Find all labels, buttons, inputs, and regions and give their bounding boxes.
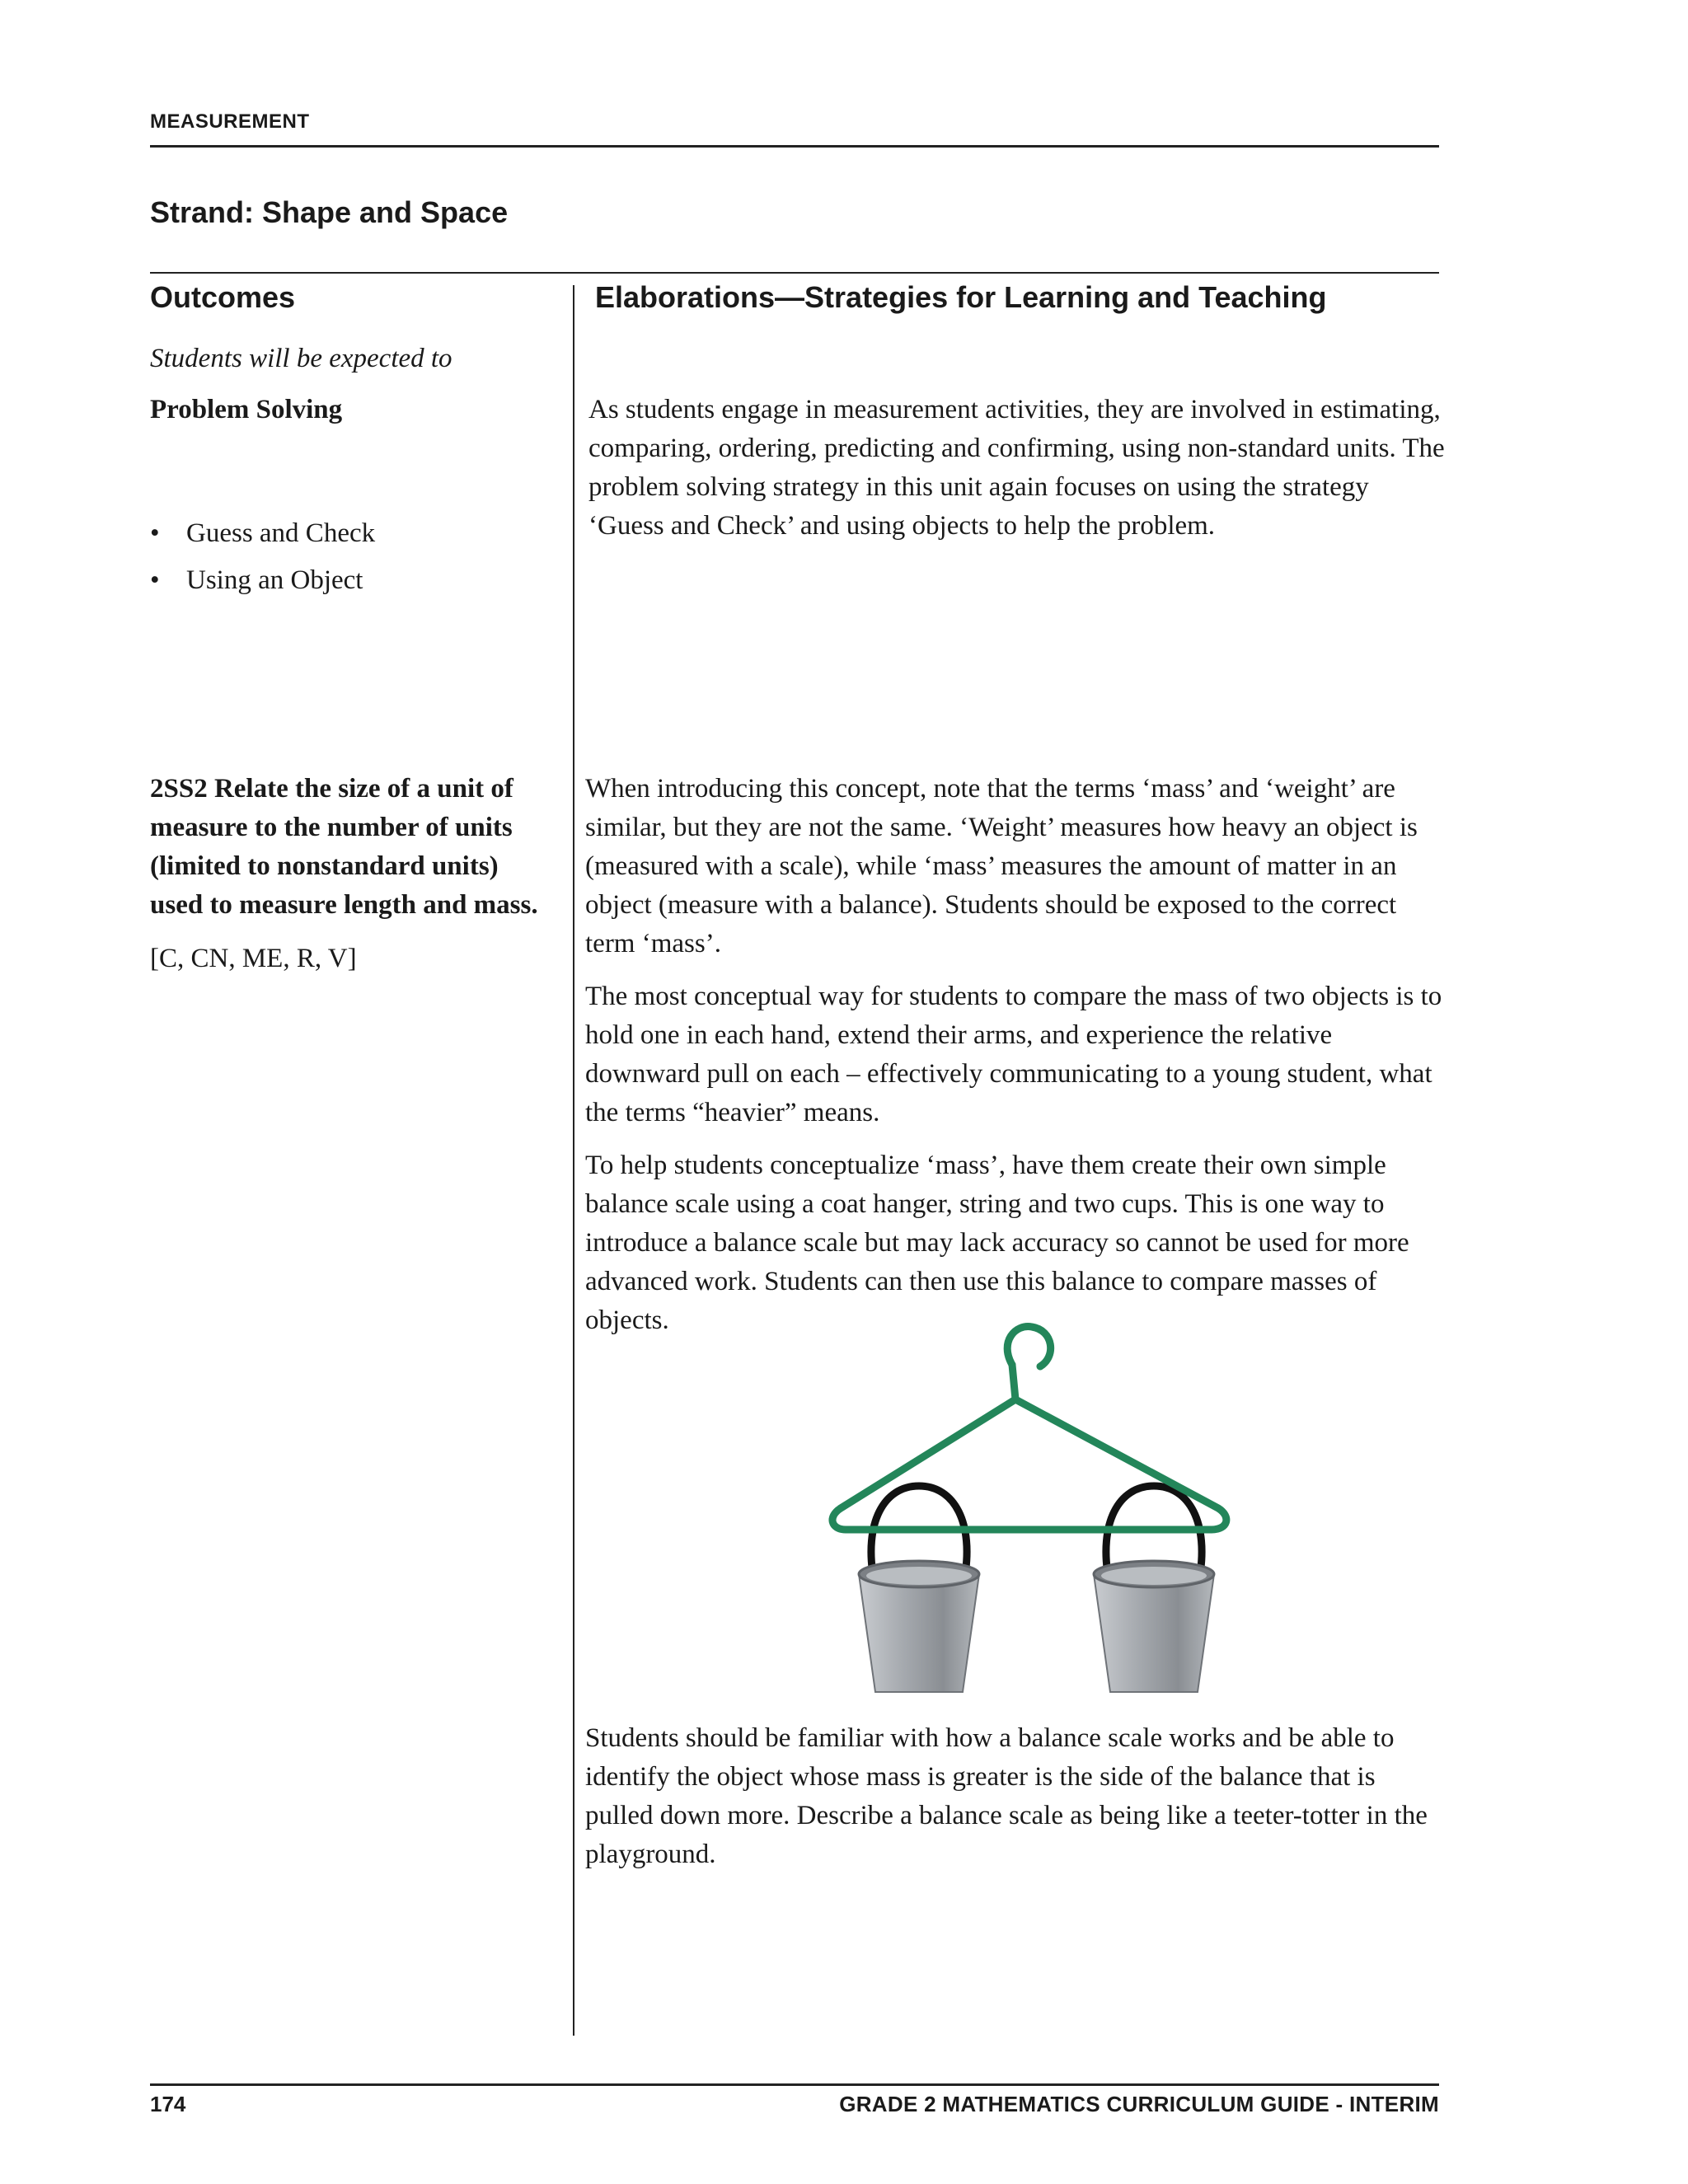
elaboration-paragraph: When introducing this concept, note that the terms ‘mass’ and ‘weight’ are similar, but they are not the same. ‘Weight’ measures how heavy an object is (measured with a scale), while ‘mass’ measures the amount of matter in an object (measure with a balance). Students should be exposed to the correct term ‘mass’. — [585, 774, 1418, 958]
right-bucket — [1094, 1561, 1214, 1692]
footer-title: GRADE 2 MATHEMATICS CURRICULUM GUIDE - INTERIM — [839, 2092, 1439, 2116]
elaboration-paragraph: The most conceptual way for students to compare the mass of two objects is to hold one in each hand, extend their arms, and experience the relative downward pull on each – effectively communicating to a young student, what the terms “heavier” means. — [585, 982, 1442, 1127]
elaboration-intro: As students engage in measurement activities, they are involved in estimating, comparing, ordering, predicting and confirming, using non-standard units. The problem solving strategy in this unit again focuses on using the strategy ‘Guess and Check’ and using objects to help the problem. — [588, 395, 1445, 541]
column-header-rule — [150, 272, 1439, 274]
running-head: MEASUREMENT — [150, 110, 310, 133]
strategy-list — [150, 514, 554, 608]
outcomes-intro: Students will be expected to — [150, 344, 452, 373]
left-bucket — [859, 1561, 979, 1692]
outcomes-heading: Outcomes — [150, 280, 296, 314]
process-codes: [C, CN, ME, R, V] — [150, 944, 357, 973]
elaborations-heading: Elaborations—Strategies for Learning and Teaching — [595, 280, 1327, 314]
hanger-balance-icon — [824, 1317, 1253, 1704]
elaboration-balance-paragraph: Students should be familiar with how a balance scale works and be able to identify the object whose mass is greater is the side of the balance that is pulled down more. Describe a balance scale as being like a teeter-totter in the playground. — [585, 1723, 1428, 1869]
strategy-item: • Using an Object — [150, 561, 554, 608]
outcome-2ss2: 2SS2 Relate the size of a unit of measure to the number of units (limited to nonstandard units) used to measure length and mass. — [150, 774, 538, 920]
footer-rule — [150, 2083, 1439, 2086]
page-number: 174 — [150, 2092, 186, 2116]
elaboration-block — [585, 770, 1442, 1354]
strand-title: Strand: Shape and Space — [150, 195, 509, 229]
strategy-item: • Guess and Check — [150, 514, 554, 561]
elaboration-paragraph: To help students conceptualize ‘mass’, have them create their own simple balance scale using a coat hanger, string and two cups. This is one way to introduce a balance scale but may lack accuracy so cannot be used for more advanced work. Students can then use this balance to compare masses of objects. — [585, 1151, 1409, 1335]
problem-solving-label: Problem Solving — [150, 395, 343, 424]
top-rule — [150, 145, 1439, 148]
column-divider — [573, 285, 574, 2036]
